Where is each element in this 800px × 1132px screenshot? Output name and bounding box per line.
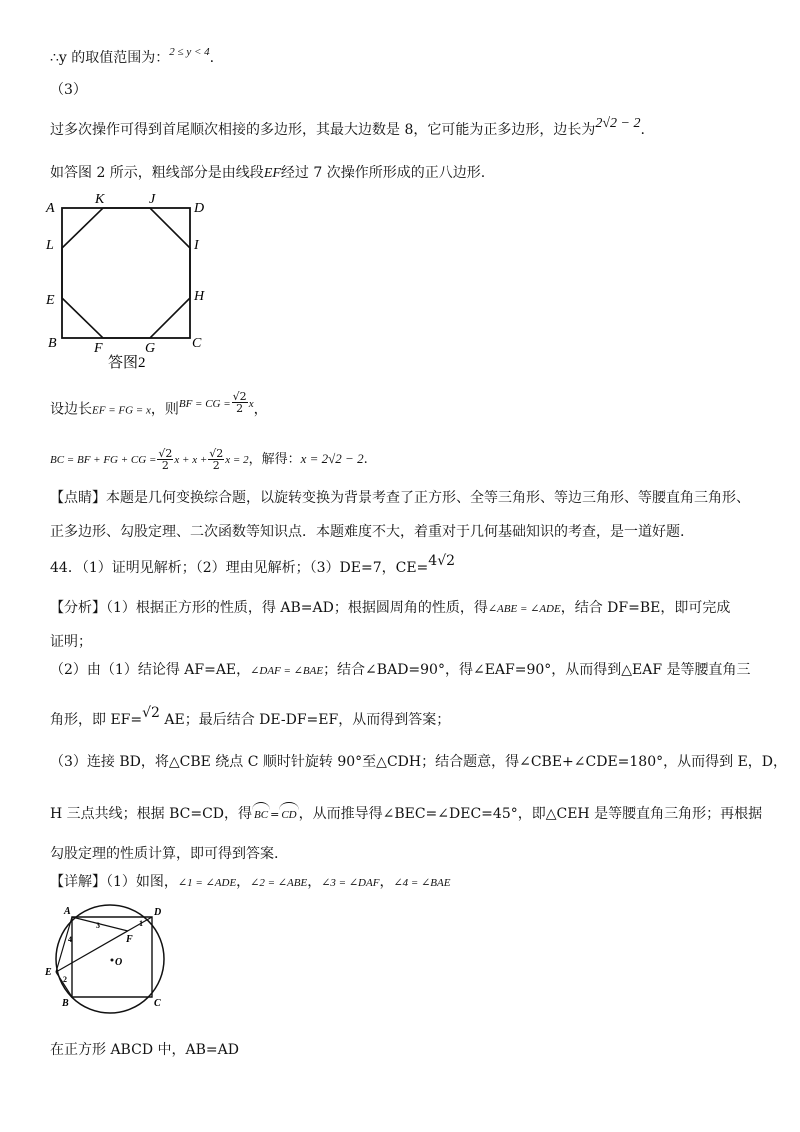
fraction-2-numerator: √2 bbox=[209, 447, 224, 460]
figure-intro-text-b: 经过 7 次操作所形成的正八边形. bbox=[280, 165, 486, 181]
label-C: C bbox=[192, 336, 202, 351]
label-E: E bbox=[46, 293, 55, 308]
fraction-1-numerator: √2 bbox=[158, 447, 173, 460]
regular-octagon bbox=[62, 208, 190, 338]
label-F: F bbox=[126, 934, 133, 945]
equation-right: x = 2 bbox=[225, 454, 249, 466]
segment-af bbox=[72, 917, 128, 931]
analysis-1-text-a: 【分析】（1）根据正方形的性质，得 AB=AD；根据圆周角的性质，得 bbox=[50, 600, 488, 616]
side-def-text-a: 设边长 bbox=[50, 401, 92, 418]
label-D: D bbox=[154, 907, 162, 918]
angle-label-4: 4 bbox=[68, 935, 72, 944]
analysis-4-math: √2 bbox=[142, 705, 160, 721]
figure-caption: 答图2 bbox=[108, 355, 146, 371]
analysis-1-text-b: ，结合 DF=BE，即可完成 bbox=[560, 600, 731, 616]
square-abcd bbox=[72, 917, 152, 997]
angle-label-3: 3 bbox=[96, 921, 100, 930]
solve-answer: x = 2√2 − 2 bbox=[300, 451, 364, 466]
figure-answer-2 bbox=[40, 190, 220, 375]
fraction-numerator: √2 bbox=[232, 390, 247, 403]
analysis-line-1 bbox=[50, 598, 730, 619]
polygon-end: . bbox=[640, 122, 645, 138]
label-A: A bbox=[64, 906, 71, 917]
angle-2-def: ∠2 = ∠ABE bbox=[250, 877, 308, 889]
figure-intro bbox=[50, 163, 485, 184]
analysis-6-text-a: H 三点共线；根据 BC=CD，得 bbox=[50, 806, 253, 822]
angle-4-def: ∠4 = ∠BAE bbox=[393, 877, 451, 889]
label-H: H bbox=[194, 289, 205, 304]
segment-ec bbox=[56, 972, 152, 997]
equation-fraction-2 bbox=[208, 448, 224, 471]
square-abcd bbox=[62, 208, 190, 338]
analysis-4-text-a: 角形，即 EF= bbox=[50, 712, 143, 728]
analysis-line-6 bbox=[50, 802, 762, 825]
detail-sep-1: ， bbox=[236, 874, 251, 890]
label-G: G bbox=[145, 341, 156, 356]
detail-1-text: 【详解】（1）如图， bbox=[50, 874, 178, 890]
arc-cd: CD bbox=[279, 802, 298, 825]
equation-left: BC = BF + FG + CG = bbox=[50, 454, 157, 466]
solve-end: . bbox=[363, 452, 368, 467]
side-def-fraction bbox=[232, 391, 248, 414]
side-def-end: ， bbox=[253, 401, 268, 418]
detail-sep-3: ， bbox=[379, 874, 394, 890]
center-point bbox=[111, 959, 114, 962]
side-def-math-a: EF = FG = x bbox=[92, 404, 151, 417]
label-C: C bbox=[154, 998, 161, 1009]
side-length-math: 2√2 − 2 bbox=[595, 116, 641, 131]
arc-equals: = bbox=[270, 808, 280, 821]
detail-sep-2: ， bbox=[307, 874, 322, 890]
label-A: A bbox=[46, 201, 55, 216]
analysis-3-text-b: ；结合∠BAD=90°，得∠EAF=90°，从而得到△EAF 是等腰直角三 bbox=[323, 662, 751, 678]
q44-answer-text: 44．（1）证明见解析；（2）理由见解析；（3）DE=7，CE= bbox=[50, 560, 429, 576]
angle-1-def: ∠1 = ∠ADE bbox=[177, 877, 237, 889]
label-D: D bbox=[194, 201, 205, 216]
segment-ef: EF bbox=[263, 166, 281, 181]
analysis-line-5: （3）连接 BD，将△CBE 绕点 C 顺时针旋转 90°至△CDH；结合题意，得∠CBE+∠CDE=180°，从而得到 E，D， bbox=[50, 754, 788, 770]
analysis-line-7: 勾股定理的性质计算，即可得到答案. bbox=[50, 846, 279, 862]
solve-equation bbox=[50, 448, 368, 471]
label-L: L bbox=[46, 238, 54, 253]
angle-3-def: ∠3 = ∠DAF bbox=[321, 877, 380, 889]
analysis-4-text-b: AE；最后结合 DE-DF=EF，从而得到答案； bbox=[159, 712, 451, 728]
side-def-text-b: ，则 bbox=[150, 401, 179, 418]
range-text: ∴y 的取值范围为： bbox=[50, 50, 170, 66]
label-B: B bbox=[62, 998, 69, 1009]
range-math: 2 ≤ y < 4 bbox=[169, 46, 210, 58]
detail-line-2: 在正方形 ABCD 中，AB=AD bbox=[50, 1042, 239, 1058]
fraction-1-denominator: 2 bbox=[161, 459, 169, 472]
part-3-label: （3） bbox=[50, 82, 87, 98]
analysis-line-4 bbox=[50, 705, 451, 730]
q44-answer bbox=[50, 553, 456, 578]
analysis-1-math: ∠ABE = ∠ADE bbox=[487, 603, 561, 615]
detail-line-1 bbox=[50, 872, 450, 893]
remark-line-2: 正多边形、勾股定理、二次函数等知识点．本题难度不大，着重对于几何基础知识的考查，是一道好题. bbox=[50, 524, 685, 540]
analysis-3-math: ∠DAF = ∠BAE bbox=[250, 665, 324, 677]
label-I: I bbox=[194, 238, 199, 253]
side-def-math-left: BF = CG = bbox=[178, 397, 231, 410]
fraction-denominator: 2 bbox=[236, 402, 244, 415]
range-end: . bbox=[209, 50, 215, 66]
arc-bc: BC bbox=[252, 802, 270, 825]
analysis-line-2: 证明； bbox=[50, 634, 92, 650]
figure-intro-text-a: 如答图 2 所示，粗线部分是由线段 bbox=[50, 165, 264, 181]
label-J: J bbox=[149, 192, 156, 207]
range-statement bbox=[50, 48, 214, 69]
fraction-2-denominator: 2 bbox=[212, 459, 220, 472]
analysis-line-3 bbox=[50, 660, 751, 681]
label-K: K bbox=[95, 192, 105, 207]
angle-label-1: 1 bbox=[139, 919, 143, 928]
equation-fraction-1 bbox=[157, 448, 173, 471]
equation-mid: x + x + bbox=[174, 454, 208, 466]
remark-line-1: 【点睛】本题是几何变换综合题，以旋转变换为背景考查了正方形、全等三角形、等边三角形、等腰直角三角形、 bbox=[50, 490, 750, 506]
figure-circle-square bbox=[42, 902, 177, 1017]
side-definition bbox=[50, 390, 268, 421]
polygon-statement bbox=[50, 116, 645, 141]
analysis-6-text-b: ，从而推导得∠BEC=∠DEC=45°，即△CEH 是等腰直角三角形；再根据 bbox=[298, 806, 763, 822]
label-F: F bbox=[94, 341, 103, 356]
label-O: O bbox=[115, 957, 123, 968]
solve-text: ，解得： bbox=[248, 452, 301, 467]
label-E: E bbox=[45, 967, 52, 978]
q44-ce-value: 4√2 bbox=[428, 553, 456, 569]
analysis-3-text-a: （2）由（1）结论得 AF=AE， bbox=[50, 662, 251, 678]
label-B: B bbox=[48, 336, 57, 351]
polygon-text: 过多次操作可得到首尾顺次相接的多边形，其最大边数是 8，它可能为正多边形，边长为 bbox=[50, 122, 596, 138]
angle-label-2: 2 bbox=[63, 975, 67, 984]
side-def-math-right: x bbox=[248, 397, 254, 410]
